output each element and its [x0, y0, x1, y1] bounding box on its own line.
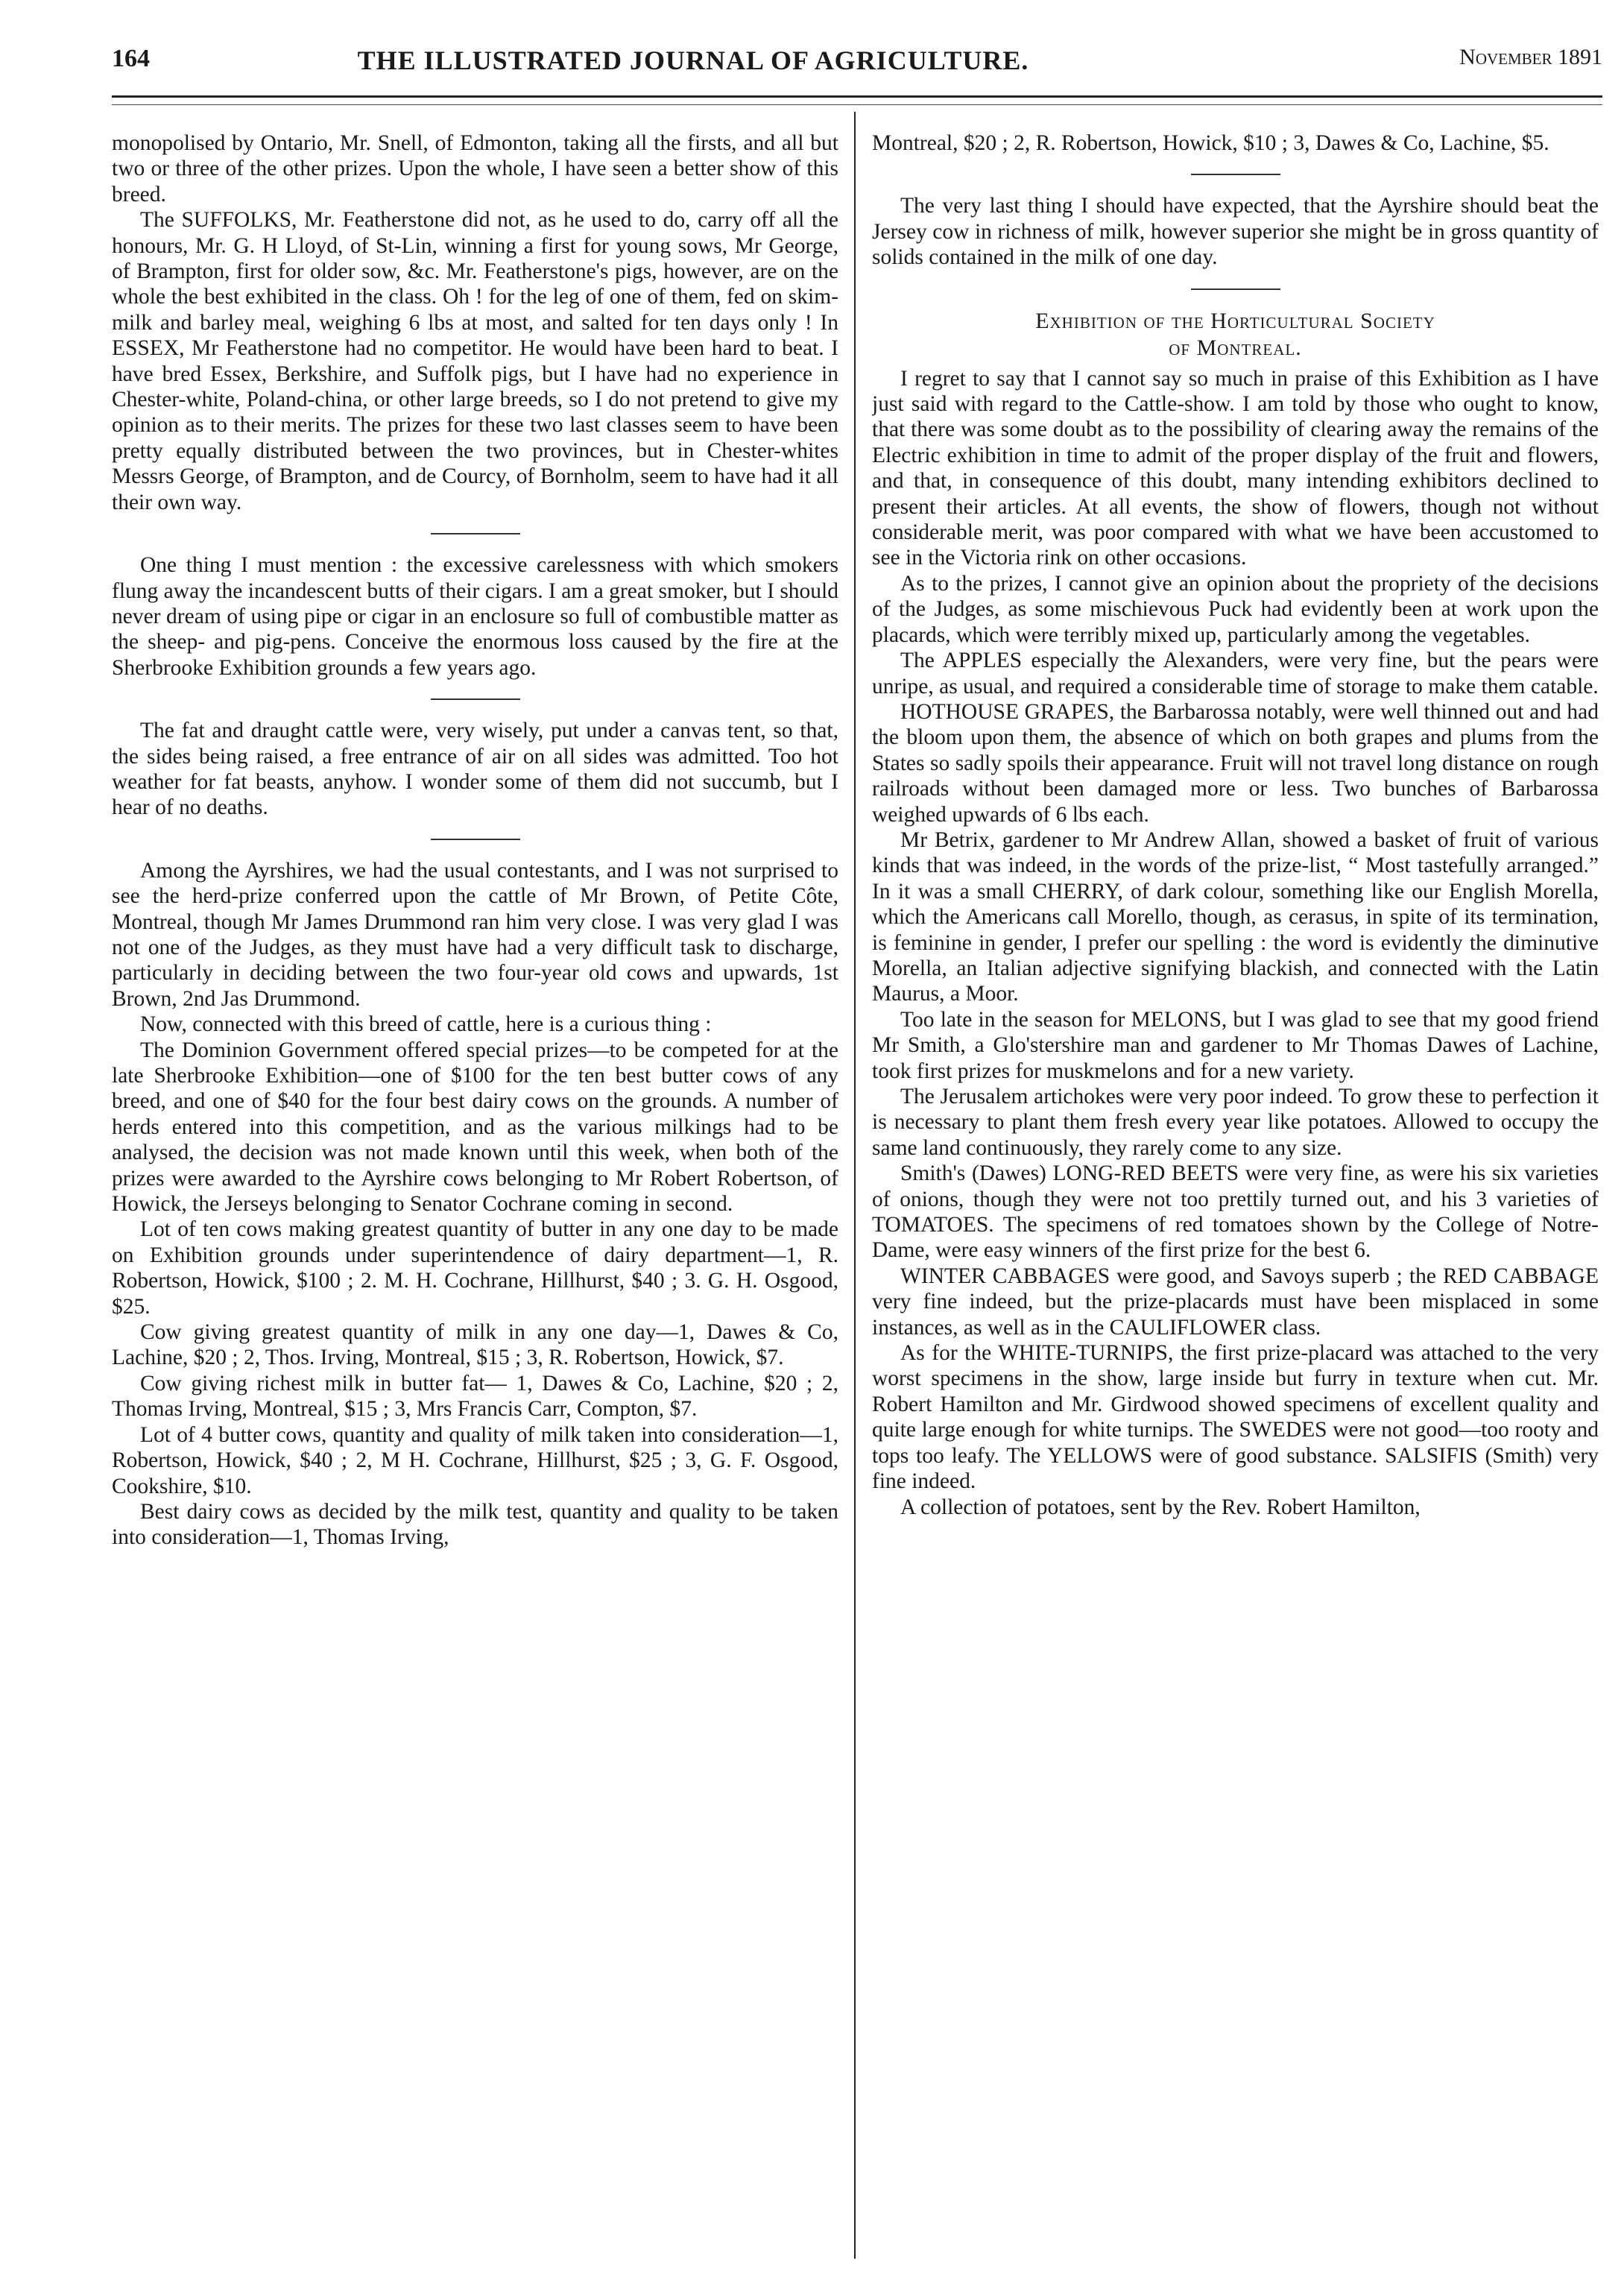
- paragraph: As to the prizes, I cannot give an opinion about the propriety of the decisions of the Judges, as some mischievous Puck had evidently been at work upon the placards, which were terribly mixed up, particularly among the vegetables.: [872, 571, 1599, 647]
- paragraph: The Jerusalem artichokes were very poor indeed. To grow these to perfection it is necessary to plant them fresh every year like potatoes. Allowed to occupy the same land continuously, they rarely come to any size.: [872, 1085, 1599, 1160]
- section-divider: [431, 533, 520, 534]
- paragraph: As for the WHITE-TURNIPS, the first prize-placard was attached to the very worst specimens in the show, large inside but furry in texture when cut. Mr. Robert Hamilton and Mr. Girdwood showed specimens of excellent quality and quite large enough for white turnips. The SWEDES were not good—too rooty and tops too leafy. The YELLOWS were of good substance. SALSIFIS (Smith) very fine indeed.: [872, 1341, 1599, 1494]
- journal-title: THE ILLUSTRATED JOURNAL OF AGRICULTURE.: [357, 45, 1029, 75]
- section-divider: [431, 698, 520, 700]
- paragraph: Lot of ten cows making greatest quantity of butter in any one day to be made on Exhibition grounds under superintendence of dairy department—1, R. Robertson, Howick, $100 ; 2. M. H. Cochrane, Hillhurst, $40 ; 3. G. H. Osgood, $25.: [112, 1217, 838, 1319]
- paragraph: Mr Betrix, gardener to Mr Andrew Allan, showed a basket of fruit of various kinds that was indeed, in the words of the prize-list, “ Most tastefully arranged.” In it was a small CHERRY, of dark colour, something like our English Morella, which the Americans call Morello, though, as cerasus, in spite of its termination, is feminine in gender, I prefer our spelling : the word is evidently the diminutive Morella, an Italian adjective signifying blackish, and connected with the Latin Maurus, a Moor.: [872, 827, 1599, 1006]
- issue-date: November 1891: [1459, 45, 1602, 69]
- section-heading-line-1: Exhibition of the Horticultural Society: [1035, 308, 1435, 333]
- paragraph: Too late in the season for MELONS, but I was glad to see that my good friend Mr Smith, a Glo'stershire man and gardener to Mr Thomas Dawes of Lachine, took first prizes for muskmelons and for a new variety.: [872, 1007, 1599, 1083]
- paragraph: The SUFFOLKS, Mr. Featherstone did not, as he used to do, carry off all the honours, Mr. G. H Lloyd, of St-Lin, winning a first for young sows, Mr George, of Brampton, first for older sow, &c. Mr. Featherstone's pigs, however, are on the whole the best exhibited in the class. Oh ! for the leg of one of them, fed on skim-milk and barley meal, weighing 6 lbs at most, and salted for ten days only ! In ESSEX, Mr Featherstone had no competitor. He would have been hard to beat. I have bred Essex, Berkshire, and Suffolk pigs, but I have had no experience in Chester-white, Poland-china, or other large breeds, so I do not pretend to give my opinion as to their merits. The prizes for these two last classes seem to have been pretty equally distributed between the two provinces, but in Chester-whites Messrs George, of Brampton, and de Courcy, of Bornholm, seem to have had it all their own way.: [112, 208, 838, 514]
- paragraph: One thing I must mention : the excessive carelessness with which smokers flung away the incandescent butts of their cigars. I am a great smoker, but I should never dream of using pipe or cigar in an enclosure so full of combustible matter as the sheep- and pig-pens. Conceive the enormous loss caused by the fire at the Sherbrooke Exhibition grounds a few years ago.: [112, 553, 838, 680]
- page-number: 164: [112, 45, 150, 72]
- paragraph: Cow giving greatest quantity of milk in any one day—1, Dawes & Co, Lachine, $20 ; 2, Thos. Irving, Montreal, $15 ; 3, R. Robertson, Howick, $7.: [112, 1320, 838, 1370]
- paragraph: WINTER CABBAGES were good, and Savoys superb ; the RED CABBAGE very fine indeed, but the prize-placards must have been misplaced in some instances, as well as in the CAULIFLOWER class.: [872, 1264, 1599, 1340]
- paragraph: A collection of potatoes, sent by the Rev. Robert Hamilton,: [900, 1495, 1421, 1519]
- section-divider: [1191, 288, 1280, 290]
- paragraph: Among the Ayrshires, we had the usual contestants, and I was not surprised to see the herd-prize conferred upon the cattle of Mr Brown, of Petite Côte, Montreal, though Mr James Drummond ran him very close. I was very glad I was not one of the Judges, as they must have had a very difficult task to discharge, particularly in deciding between the two four-year old cows and upwards, 1st Brown, 2nd Jas Drummond.: [112, 858, 838, 1011]
- header-rule-thin: [112, 104, 1602, 105]
- section-heading: [872, 308, 1599, 362]
- header-rule: [112, 95, 1602, 98]
- page-header: [112, 45, 1602, 89]
- left-column: [112, 130, 838, 2277]
- section-heading-line-2: of Montreal.: [1169, 335, 1302, 360]
- paragraph: Montreal, $20 ; 2, R. Robertson, Howick, $10 ; 3, Dawes & Co, Lachine, $5.: [872, 131, 1549, 155]
- paragraph: Best dairy cows as decided by the milk test, quantity and quality to be taken into consideration—1, Thomas Irving,: [112, 1499, 838, 1550]
- section-divider: [1191, 174, 1280, 175]
- paragraph: Cow giving richest milk in butter fat— 1, Dawes & Co, Lachine, $20 ; 2, Thomas Irving, Montreal, $15 ; 3, Mrs Francis Carr, Compton, $7.: [112, 1371, 838, 1422]
- paragraph: HOTHOUSE GRAPES, the Barbarossa notably, were well thinned out and had the bloom upon them, the absence of which on both grapes and plums from the States so sadly spoils their appearance. Fruit will not travel long distance on rough railroads without been damaged more or less. Two bunches of Barbarossa weighed upwards of 6 lbs each.: [872, 699, 1599, 827]
- column-divider: [854, 112, 856, 2259]
- paragraph: I regret to say that I cannot say so much in praise of this Exhibition as I have just said with regard to the Cattle-show. I am told by those who ought to know, that there was some doubt as to the possibility of clearing away the remains of the Electric exhibition in time to admit of the proper display of the fruit and flowers, and that, in consequence of this doubt, many intending exhibitors declined to present their articles. At all events, the show of flowers, though not without considerable merit, was poor compared with what we have been accustomed to see in the Victoria rink on other occasions.: [872, 366, 1599, 570]
- paragraph: monopolised by Ontario, Mr. Snell, of Edmonton, taking all the firsts, and all but two or three of the other prizes. Upon the whole, I have seen a better show of this breed.: [112, 131, 838, 206]
- paragraph: The fat and draught cattle were, very wisely, put under a canvas tent, so that, the sides being raised, a free entrance of air on all sides was admitted. Too hot weather for fat beasts, anyhow. I wonder some of them did not succumb, but I hear of no deaths.: [112, 719, 838, 820]
- paragraph: Smith's (Dawes) LONG-RED BEETS were very fine, as were his six varieties of onions, though they were not too prettily turned out, and his 3 varieties of TOMATOES. The specimens of red tomatoes shown by the College of Notre-Dame, were easy winners of the first prize for the best 6.: [872, 1161, 1599, 1263]
- paragraph: The very last thing I should have expected, that the Ayrshire should beat the Jersey cow in richness of milk, however superior she might be in gross quantity of solids contained in the milk of one day.: [872, 194, 1599, 270]
- section-divider: [431, 839, 520, 840]
- paragraph: The APPLES especially the Alexanders, were very fine, but the pears were unripe, as usual, and required a considerable time of storage to make them catable.: [872, 649, 1599, 698]
- paragraph: The Dominion Government offered special prizes—to be competed for at the late Sherbrooke Exhibition—one of $100 for the ten best butter cows of any breed, and one of $40 for the four best dairy cows on the grounds. A number of herds entered into this competition, and as the various milkings had to be analysed, the decision was not made known until this week, when both of the prizes were awarded to the Ayrshire cows belonging to Mr Robert Robertson, of Howick, the Jerseys belonging to Senator Cochrane coming in second.: [112, 1038, 838, 1217]
- paragraph: Lot of 4 butter cows, quantity and quality of milk taken into consideration—1, Robertson, Howick, $40 ; 2, M H. Cochrane, Hillhurst, $25 ; 3, G. F. Osgood, Cookshire, $10.: [112, 1422, 838, 1498]
- right-column: [872, 130, 1599, 2277]
- paragraph: Now, connected with this breed of cattle, here is a curious thing :: [140, 1012, 712, 1037]
